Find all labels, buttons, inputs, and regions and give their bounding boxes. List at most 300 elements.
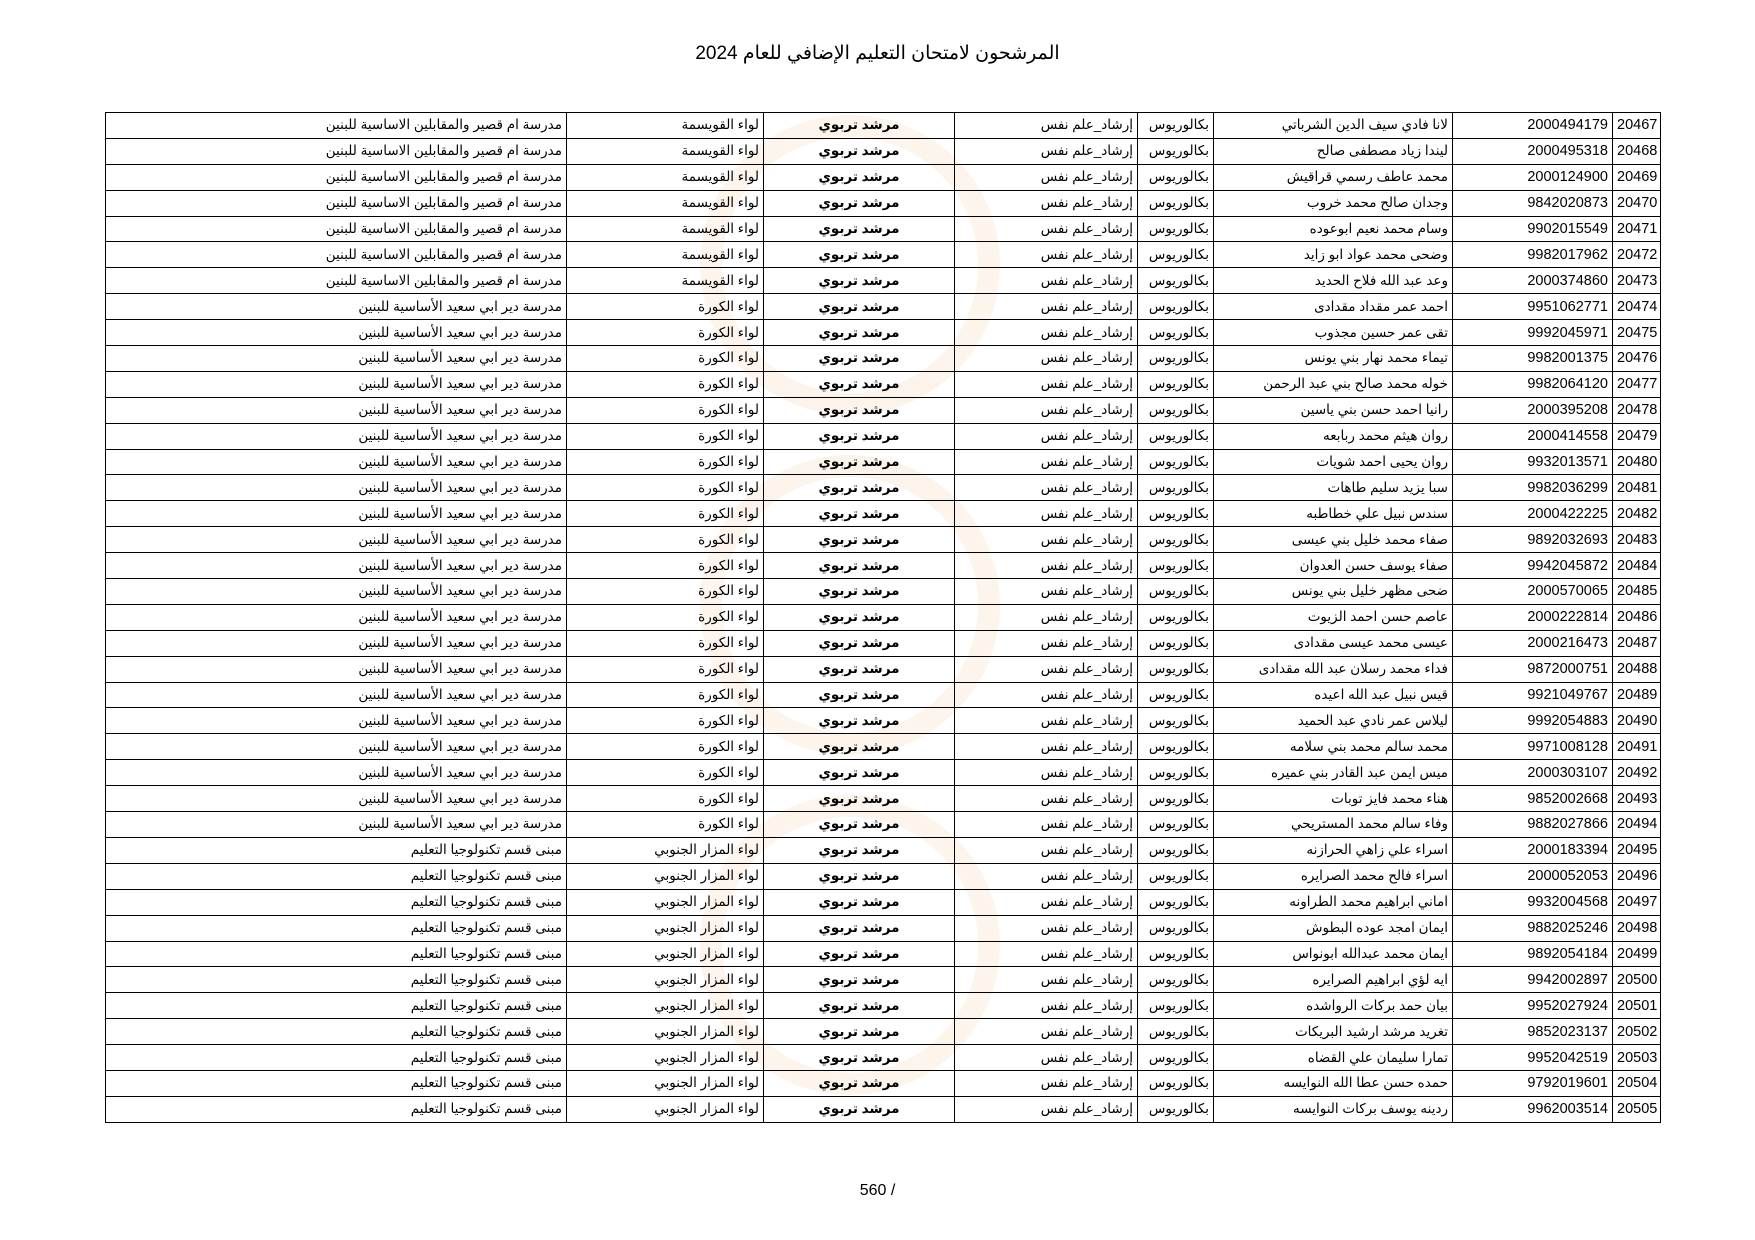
national-number-cell: 9882027866 bbox=[1453, 812, 1613, 838]
national-number-cell: 9852023137 bbox=[1453, 1019, 1613, 1045]
job-title-cell: مرشد تربوي bbox=[764, 915, 955, 941]
degree-cell: بكالوريوس bbox=[1138, 630, 1214, 656]
table-row bbox=[106, 682, 1661, 708]
degree-cell: بكالوريوس bbox=[1138, 216, 1214, 242]
national-number-cell: 2000183394 bbox=[1453, 837, 1613, 863]
job-title-cell: مرشد تربوي bbox=[764, 1070, 955, 1096]
candidate-name-cell: سبا يزيد سليم طاهات bbox=[1214, 475, 1453, 501]
degree-cell: بكالوريوس bbox=[1138, 579, 1214, 605]
table-row bbox=[106, 630, 1661, 656]
exam-center-cell: مدرسة دير ابي سعيد الأساسية للبنين bbox=[106, 708, 567, 734]
district-cell: لواء الكورة bbox=[567, 656, 764, 682]
table-row bbox=[106, 1019, 1661, 1045]
candidates-table bbox=[105, 112, 1661, 1123]
district-cell: لواء القويسمة bbox=[567, 113, 764, 139]
job-title-cell: مرشد تربوي bbox=[764, 320, 955, 346]
degree-cell: بكالوريوس bbox=[1138, 527, 1214, 553]
table-row bbox=[106, 164, 1661, 190]
seat-number-cell: 20489 bbox=[1613, 682, 1661, 708]
candidate-name-cell: ردينه يوسف بركات النوايسه bbox=[1214, 1096, 1453, 1122]
candidate-name-cell: حمده حسن عطا الله النوايسه bbox=[1214, 1070, 1453, 1096]
seat-number-cell: 20492 bbox=[1613, 760, 1661, 786]
district-cell: لواء المزار الجنوبي bbox=[567, 915, 764, 941]
seat-number-cell: 20472 bbox=[1613, 242, 1661, 268]
district-cell: لواء القويسمة bbox=[567, 242, 764, 268]
exam-center-cell: مدرسة دير ابي سعيد الأساسية للبنين bbox=[106, 604, 567, 630]
seat-number-cell: 20494 bbox=[1613, 812, 1661, 838]
seat-number-cell: 20504 bbox=[1613, 1070, 1661, 1096]
national-number-cell: 9942002897 bbox=[1453, 967, 1613, 993]
job-title-cell: مرشد تربوي bbox=[764, 734, 955, 760]
national-number-cell: 9992054883 bbox=[1453, 708, 1613, 734]
seat-number-cell: 20496 bbox=[1613, 863, 1661, 889]
exam-center-cell: مبنى قسم تكنولوجيا التعليم bbox=[106, 1070, 567, 1096]
seat-number-cell: 20495 bbox=[1613, 837, 1661, 863]
table-row bbox=[106, 138, 1661, 164]
major-cell: إرشاد_علم نفس bbox=[955, 346, 1138, 372]
exam-center-cell: مدرسة دير ابي سعيد الأساسية للبنين bbox=[106, 449, 567, 475]
degree-cell: بكالوريوس bbox=[1138, 1096, 1214, 1122]
national-number-cell: 9982001375 bbox=[1453, 346, 1613, 372]
seat-number-cell: 20471 bbox=[1613, 216, 1661, 242]
major-cell: إرشاد_علم نفس bbox=[955, 242, 1138, 268]
exam-center-cell: مبنى قسم تكنولوجيا التعليم bbox=[106, 863, 567, 889]
page-title: المرشحون لامتحان التعليم الإضافي للعام 2024 bbox=[695, 43, 1060, 64]
district-cell: لواء المزار الجنوبي bbox=[567, 889, 764, 915]
national-number-cell: 2000422225 bbox=[1453, 501, 1613, 527]
candidate-name-cell: صفاء يوسف حسن العدوان bbox=[1214, 553, 1453, 579]
major-cell: إرشاد_علم نفس bbox=[955, 682, 1138, 708]
job-title-cell: مرشد تربوي bbox=[764, 889, 955, 915]
table-row bbox=[106, 216, 1661, 242]
district-cell: لواء المزار الجنوبي bbox=[567, 1096, 764, 1122]
exam-center-cell: مبنى قسم تكنولوجيا التعليم bbox=[106, 993, 567, 1019]
seat-number-cell: 20505 bbox=[1613, 1096, 1661, 1122]
job-title-cell: مرشد تربوي bbox=[764, 630, 955, 656]
candidate-name-cell: احمد عمر مقداد مقدادى bbox=[1214, 294, 1453, 320]
table-row bbox=[106, 967, 1661, 993]
major-cell: إرشاد_علم نفس bbox=[955, 320, 1138, 346]
job-title-cell: مرشد تربوي bbox=[764, 190, 955, 216]
job-title-cell: مرشد تربوي bbox=[764, 268, 955, 294]
national-number-cell: 2000222814 bbox=[1453, 604, 1613, 630]
exam-center-cell: مبنى قسم تكنولوجيا التعليم bbox=[106, 915, 567, 941]
major-cell: إرشاد_علم نفس bbox=[955, 812, 1138, 838]
exam-center-cell: مدرسة ام قصير والمقابلين الاساسية للبنين bbox=[106, 138, 567, 164]
candidate-name-cell: روان هيثم محمد ربابعه bbox=[1214, 423, 1453, 449]
major-cell: إرشاد_علم نفس bbox=[955, 294, 1138, 320]
exam-center-cell: مدرسة دير ابي سعيد الأساسية للبنين bbox=[106, 320, 567, 346]
district-cell: لواء المزار الجنوبي bbox=[567, 941, 764, 967]
seat-number-cell: 20474 bbox=[1613, 294, 1661, 320]
degree-cell: بكالوريوس bbox=[1138, 682, 1214, 708]
national-number-cell: 2000124900 bbox=[1453, 164, 1613, 190]
degree-cell: بكالوريوس bbox=[1138, 268, 1214, 294]
job-title-cell: مرشد تربوي bbox=[764, 449, 955, 475]
major-cell: إرشاد_علم نفس bbox=[955, 889, 1138, 915]
major-cell: إرشاد_علم نفس bbox=[955, 216, 1138, 242]
major-cell: إرشاد_علم نفس bbox=[955, 786, 1138, 812]
table-row bbox=[106, 475, 1661, 501]
exam-center-cell: مدرسة دير ابي سعيد الأساسية للبنين bbox=[106, 812, 567, 838]
exam-center-cell: مدرسة ام قصير والمقابلين الاساسية للبنين bbox=[106, 164, 567, 190]
exam-center-cell: مبنى قسم تكنولوجيا التعليم bbox=[106, 967, 567, 993]
job-title-cell: مرشد تربوي bbox=[764, 656, 955, 682]
page-number: 560 / bbox=[859, 1182, 896, 1199]
major-cell: إرشاد_علم نفس bbox=[955, 656, 1138, 682]
candidate-name-cell: وسام محمد نعيم ابوعوده bbox=[1214, 216, 1453, 242]
degree-cell: بكالوريوس bbox=[1138, 294, 1214, 320]
seat-number-cell: 20493 bbox=[1613, 786, 1661, 812]
job-title-cell: مرشد تربوي bbox=[764, 294, 955, 320]
degree-cell: بكالوريوس bbox=[1138, 346, 1214, 372]
degree-cell: بكالوريوس bbox=[1138, 863, 1214, 889]
district-cell: لواء الكورة bbox=[567, 320, 764, 346]
degree-cell: بكالوريوس bbox=[1138, 1070, 1214, 1096]
major-cell: إرشاد_علم نفس bbox=[955, 371, 1138, 397]
table-row bbox=[106, 294, 1661, 320]
major-cell: إرشاد_علم نفس bbox=[955, 1045, 1138, 1071]
candidate-name-cell: وضحى محمد عواد ابو زايد bbox=[1214, 242, 1453, 268]
major-cell: إرشاد_علم نفس bbox=[955, 993, 1138, 1019]
seat-number-cell: 20482 bbox=[1613, 501, 1661, 527]
table-row bbox=[106, 423, 1661, 449]
seat-number-cell: 20499 bbox=[1613, 941, 1661, 967]
national-number-cell: 9942045872 bbox=[1453, 553, 1613, 579]
district-cell: لواء المزار الجنوبي bbox=[567, 993, 764, 1019]
exam-center-cell: مدرسة دير ابي سعيد الأساسية للبنين bbox=[106, 423, 567, 449]
table-row bbox=[106, 553, 1661, 579]
district-cell: لواء المزار الجنوبي bbox=[567, 837, 764, 863]
exam-center-cell: مدرسة دير ابي سعيد الأساسية للبنين bbox=[106, 553, 567, 579]
national-number-cell: 2000052053 bbox=[1453, 863, 1613, 889]
exam-center-cell: مدرسة دير ابي سعيد الأساسية للبنين bbox=[106, 397, 567, 423]
exam-center-cell: مدرسة ام قصير والمقابلين الاساسية للبنين bbox=[106, 216, 567, 242]
major-cell: إرشاد_علم نفس bbox=[955, 604, 1138, 630]
exam-center-cell: مدرسة دير ابي سعيد الأساسية للبنين bbox=[106, 371, 567, 397]
seat-number-cell: 20498 bbox=[1613, 915, 1661, 941]
candidate-name-cell: صفاء محمد خليل بني عيسى bbox=[1214, 527, 1453, 553]
candidate-name-cell: سندس نبيل علي خطاطبه bbox=[1214, 501, 1453, 527]
candidate-name-cell: تمارا سليمان علي القضاه bbox=[1214, 1045, 1453, 1071]
table-row bbox=[106, 1096, 1661, 1122]
table-row bbox=[106, 656, 1661, 682]
major-cell: إرشاد_علم نفس bbox=[955, 423, 1138, 449]
table-row bbox=[106, 397, 1661, 423]
seat-number-cell: 20501 bbox=[1613, 993, 1661, 1019]
exam-center-cell: مدرسة دير ابي سعيد الأساسية للبنين bbox=[106, 630, 567, 656]
candidate-name-cell: وجدان صالح محمد خروب bbox=[1214, 190, 1453, 216]
job-title-cell: مرشد تربوي bbox=[764, 682, 955, 708]
table-row bbox=[106, 346, 1661, 372]
national-number-cell: 9992045971 bbox=[1453, 320, 1613, 346]
major-cell: إرشاد_علم نفس bbox=[955, 941, 1138, 967]
national-number-cell: 9982036299 bbox=[1453, 475, 1613, 501]
job-title-cell: مرشد تربوي bbox=[764, 708, 955, 734]
candidate-name-cell: وفاء سالم محمد المستريحي bbox=[1214, 812, 1453, 838]
district-cell: لواء المزار الجنوبي bbox=[567, 967, 764, 993]
major-cell: إرشاد_علم نفس bbox=[955, 1019, 1138, 1045]
degree-cell: بكالوريوس bbox=[1138, 708, 1214, 734]
major-cell: إرشاد_علم نفس bbox=[955, 967, 1138, 993]
national-number-cell: 9952042519 bbox=[1453, 1045, 1613, 1071]
candidate-name-cell: ليندا زياد مصطفى صالح bbox=[1214, 138, 1453, 164]
seat-number-cell: 20490 bbox=[1613, 708, 1661, 734]
major-cell: إرشاد_علم نفس bbox=[955, 915, 1138, 941]
district-cell: لواء الكورة bbox=[567, 501, 764, 527]
national-number-cell: 9892032693 bbox=[1453, 527, 1613, 553]
district-cell: لواء الكورة bbox=[567, 346, 764, 372]
candidate-name-cell: تقى عمر حسين مجذوب bbox=[1214, 320, 1453, 346]
degree-cell: بكالوريوس bbox=[1138, 915, 1214, 941]
job-title-cell: مرشد تربوي bbox=[764, 242, 955, 268]
district-cell: لواء الكورة bbox=[567, 630, 764, 656]
major-cell: إرشاد_علم نفس bbox=[955, 113, 1138, 139]
job-title-cell: مرشد تربوي bbox=[764, 164, 955, 190]
job-title-cell: مرشد تربوي bbox=[764, 760, 955, 786]
major-cell: إرشاد_علم نفس bbox=[955, 164, 1138, 190]
exam-center-cell: مدرسة دير ابي سعيد الأساسية للبنين bbox=[106, 734, 567, 760]
district-cell: لواء الكورة bbox=[567, 579, 764, 605]
job-title-cell: مرشد تربوي bbox=[764, 346, 955, 372]
seat-number-cell: 20481 bbox=[1613, 475, 1661, 501]
candidate-name-cell: ايمان امجد عوده البطوش bbox=[1214, 915, 1453, 941]
degree-cell: بكالوريوس bbox=[1138, 812, 1214, 838]
candidate-name-cell: اماني ابراهيم محمد الطراونه bbox=[1214, 889, 1453, 915]
district-cell: لواء القويسمة bbox=[567, 216, 764, 242]
degree-cell: بكالوريوس bbox=[1138, 1045, 1214, 1071]
seat-number-cell: 20502 bbox=[1613, 1019, 1661, 1045]
national-number-cell: 9982064120 bbox=[1453, 371, 1613, 397]
table-row bbox=[106, 915, 1661, 941]
major-cell: إرشاد_علم نفس bbox=[955, 760, 1138, 786]
candidate-name-cell: اسراء علي زاهي الحرازنه bbox=[1214, 837, 1453, 863]
degree-cell: بكالوريوس bbox=[1138, 190, 1214, 216]
seat-number-cell: 20479 bbox=[1613, 423, 1661, 449]
exam-center-cell: مبنى قسم تكنولوجيا التعليم bbox=[106, 1019, 567, 1045]
candidate-name-cell: محمد سالم محمد بني سلامه bbox=[1214, 734, 1453, 760]
seat-number-cell: 20476 bbox=[1613, 346, 1661, 372]
national-number-cell: 9872000751 bbox=[1453, 656, 1613, 682]
district-cell: لواء الكورة bbox=[567, 760, 764, 786]
job-title-cell: مرشد تربوي bbox=[764, 138, 955, 164]
job-title-cell: مرشد تربوي bbox=[764, 553, 955, 579]
candidate-name-cell: هناء محمد فايز توبات bbox=[1214, 786, 1453, 812]
seat-number-cell: 20485 bbox=[1613, 579, 1661, 605]
major-cell: إرشاد_علم نفس bbox=[955, 1070, 1138, 1096]
job-title-cell: مرشد تربوي bbox=[764, 371, 955, 397]
candidate-name-cell: قيس نبيل عبد الله اعيده bbox=[1214, 682, 1453, 708]
major-cell: إرشاد_علم نفس bbox=[955, 475, 1138, 501]
exam-center-cell: مدرسة دير ابي سعيد الأساسية للبنين bbox=[106, 294, 567, 320]
table-row bbox=[106, 604, 1661, 630]
major-cell: إرشاد_علم نفس bbox=[955, 268, 1138, 294]
seat-number-cell: 20491 bbox=[1613, 734, 1661, 760]
major-cell: إرشاد_علم نفس bbox=[955, 863, 1138, 889]
table-row bbox=[106, 320, 1661, 346]
national-number-cell: 9852002668 bbox=[1453, 786, 1613, 812]
degree-cell: بكالوريوس bbox=[1138, 397, 1214, 423]
seat-number-cell: 20487 bbox=[1613, 630, 1661, 656]
degree-cell: بكالوريوس bbox=[1138, 656, 1214, 682]
major-cell: إرشاد_علم نفس bbox=[955, 734, 1138, 760]
table-row bbox=[106, 812, 1661, 838]
national-number-cell: 9982017962 bbox=[1453, 242, 1613, 268]
seat-number-cell: 20500 bbox=[1613, 967, 1661, 993]
district-cell: لواء الكورة bbox=[567, 423, 764, 449]
district-cell: لواء الكورة bbox=[567, 786, 764, 812]
candidate-name-cell: تيماء محمد نهار بني يونس bbox=[1214, 346, 1453, 372]
seat-number-cell: 20483 bbox=[1613, 527, 1661, 553]
job-title-cell: مرشد تربوي bbox=[764, 1096, 955, 1122]
table-row bbox=[106, 941, 1661, 967]
candidate-name-cell: ايمان محمد عبدالله ابونواس bbox=[1214, 941, 1453, 967]
national-number-cell: 9792019601 bbox=[1453, 1070, 1613, 1096]
district-cell: لواء القويسمة bbox=[567, 268, 764, 294]
exam-center-cell: مبنى قسم تكنولوجيا التعليم bbox=[106, 889, 567, 915]
national-number-cell: 9971008128 bbox=[1453, 734, 1613, 760]
exam-center-cell: مدرسة دير ابي سعيد الأساسية للبنين bbox=[106, 579, 567, 605]
table-row bbox=[106, 889, 1661, 915]
candidate-name-cell: ميس ايمن عبد القادر بني عميره bbox=[1214, 760, 1453, 786]
job-title-cell: مرشد تربوي bbox=[764, 967, 955, 993]
seat-number-cell: 20488 bbox=[1613, 656, 1661, 682]
candidate-name-cell: روان يحيى احمد شويات bbox=[1214, 449, 1453, 475]
table-row bbox=[106, 760, 1661, 786]
job-title-cell: مرشد تربوي bbox=[764, 941, 955, 967]
table-row bbox=[106, 371, 1661, 397]
major-cell: إرشاد_علم نفس bbox=[955, 630, 1138, 656]
district-cell: لواء الكورة bbox=[567, 294, 764, 320]
job-title-cell: مرشد تربوي bbox=[764, 423, 955, 449]
table-row bbox=[106, 501, 1661, 527]
candidate-name-cell: تغريد مرشد ارشيد البريكات bbox=[1214, 1019, 1453, 1045]
district-cell: لواء الكورة bbox=[567, 604, 764, 630]
candidate-name-cell: ضحى مظهر خليل بني يونس bbox=[1214, 579, 1453, 605]
candidate-name-cell: خوله محمد صالح بني عبد الرحمن bbox=[1214, 371, 1453, 397]
seat-number-cell: 20467 bbox=[1613, 113, 1661, 139]
national-number-cell: 9902015549 bbox=[1453, 216, 1613, 242]
degree-cell: بكالوريوس bbox=[1138, 242, 1214, 268]
table-row bbox=[106, 579, 1661, 605]
degree-cell: بكالوريوس bbox=[1138, 138, 1214, 164]
degree-cell: بكالوريوس bbox=[1138, 475, 1214, 501]
candidate-name-cell: لانا فادي سيف الدين الشرباتي bbox=[1214, 113, 1453, 139]
table-row bbox=[106, 1045, 1661, 1071]
degree-cell: بكالوريوس bbox=[1138, 604, 1214, 630]
candidate-name-cell: فداء محمد رسلان عبد الله مقدادى bbox=[1214, 656, 1453, 682]
exam-center-cell: مدرسة دير ابي سعيد الأساسية للبنين bbox=[106, 786, 567, 812]
job-title-cell: مرشد تربوي bbox=[764, 475, 955, 501]
degree-cell: بكالوريوس bbox=[1138, 449, 1214, 475]
national-number-cell: 9921049767 bbox=[1453, 682, 1613, 708]
national-number-cell: 9962003514 bbox=[1453, 1096, 1613, 1122]
job-title-cell: مرشد تربوي bbox=[764, 527, 955, 553]
job-title-cell: مرشد تربوي bbox=[764, 216, 955, 242]
national-number-cell: 2000570065 bbox=[1453, 579, 1613, 605]
district-cell: لواء القويسمة bbox=[567, 190, 764, 216]
candidate-name-cell: ايه لؤي ابراهيم الصرايره bbox=[1214, 967, 1453, 993]
job-title-cell: مرشد تربوي bbox=[764, 786, 955, 812]
seat-number-cell: 20503 bbox=[1613, 1045, 1661, 1071]
district-cell: لواء الكورة bbox=[567, 449, 764, 475]
exam-center-cell: مبنى قسم تكنولوجيا التعليم bbox=[106, 941, 567, 967]
degree-cell: بكالوريوس bbox=[1138, 320, 1214, 346]
national-number-cell: 2000494179 bbox=[1453, 113, 1613, 139]
job-title-cell: مرشد تربوي bbox=[764, 993, 955, 1019]
major-cell: إرشاد_علم نفس bbox=[955, 837, 1138, 863]
degree-cell: بكالوريوس bbox=[1138, 786, 1214, 812]
district-cell: لواء الكورة bbox=[567, 812, 764, 838]
job-title-cell: مرشد تربوي bbox=[764, 579, 955, 605]
district-cell: لواء المزار الجنوبي bbox=[567, 863, 764, 889]
district-cell: لواء المزار الجنوبي bbox=[567, 1070, 764, 1096]
district-cell: لواء المزار الجنوبي bbox=[567, 1019, 764, 1045]
exam-center-cell: مبنى قسم تكنولوجيا التعليم bbox=[106, 1096, 567, 1122]
job-title-cell: مرشد تربوي bbox=[764, 501, 955, 527]
seat-number-cell: 20484 bbox=[1613, 553, 1661, 579]
degree-cell: بكالوريوس bbox=[1138, 113, 1214, 139]
table-row bbox=[106, 734, 1661, 760]
major-cell: إرشاد_علم نفس bbox=[955, 708, 1138, 734]
major-cell: إرشاد_علم نفس bbox=[955, 501, 1138, 527]
degree-cell: بكالوريوس bbox=[1138, 993, 1214, 1019]
exam-center-cell: مدرسة دير ابي سعيد الأساسية للبنين bbox=[106, 475, 567, 501]
national-number-cell: 9892054184 bbox=[1453, 941, 1613, 967]
seat-number-cell: 20469 bbox=[1613, 164, 1661, 190]
table-row bbox=[106, 268, 1661, 294]
degree-cell: بكالوريوس bbox=[1138, 1019, 1214, 1045]
district-cell: لواء القويسمة bbox=[567, 138, 764, 164]
district-cell: لواء الكورة bbox=[567, 371, 764, 397]
degree-cell: بكالوريوس bbox=[1138, 501, 1214, 527]
major-cell: إرشاد_علم نفس bbox=[955, 1096, 1138, 1122]
national-number-cell: 2000216473 bbox=[1453, 630, 1613, 656]
national-number-cell: 2000395208 bbox=[1453, 397, 1613, 423]
district-cell: لواء الكورة bbox=[567, 734, 764, 760]
degree-cell: بكالوريوس bbox=[1138, 734, 1214, 760]
job-title-cell: مرشد تربوي bbox=[764, 1019, 955, 1045]
table-row bbox=[106, 863, 1661, 889]
candidate-name-cell: بيان حمد بركات الرواشده bbox=[1214, 993, 1453, 1019]
district-cell: لواء الكورة bbox=[567, 527, 764, 553]
seat-number-cell: 20480 bbox=[1613, 449, 1661, 475]
seat-number-cell: 20470 bbox=[1613, 190, 1661, 216]
table-row bbox=[106, 190, 1661, 216]
district-cell: لواء الكورة bbox=[567, 708, 764, 734]
exam-center-cell: مبنى قسم تكنولوجيا التعليم bbox=[106, 1045, 567, 1071]
job-title-cell: مرشد تربوي bbox=[764, 113, 955, 139]
district-cell: لواء الكورة bbox=[567, 682, 764, 708]
seat-number-cell: 20486 bbox=[1613, 604, 1661, 630]
exam-center-cell: مدرسة ام قصير والمقابلين الاساسية للبنين bbox=[106, 242, 567, 268]
degree-cell: بكالوريوس bbox=[1138, 553, 1214, 579]
degree-cell: بكالوريوس bbox=[1138, 423, 1214, 449]
exam-center-cell: مدرسة ام قصير والمقابلين الاساسية للبنين bbox=[106, 113, 567, 139]
major-cell: إرشاد_علم نفس bbox=[955, 553, 1138, 579]
candidate-name-cell: عيسى محمد عيسى مقدادى bbox=[1214, 630, 1453, 656]
major-cell: إرشاد_علم نفس bbox=[955, 527, 1138, 553]
seat-number-cell: 20497 bbox=[1613, 889, 1661, 915]
national-number-cell: 9932013571 bbox=[1453, 449, 1613, 475]
degree-cell: بكالوريوس bbox=[1138, 967, 1214, 993]
exam-center-cell: مدرسة دير ابي سعيد الأساسية للبنين bbox=[106, 346, 567, 372]
degree-cell: بكالوريوس bbox=[1138, 760, 1214, 786]
table-row bbox=[106, 113, 1661, 139]
candidate-name-cell: اسراء فالح محمد الصرايره bbox=[1214, 863, 1453, 889]
job-title-cell: مرشد تربوي bbox=[764, 604, 955, 630]
exam-center-cell: مدرسة ام قصير والمقابلين الاساسية للبنين bbox=[106, 190, 567, 216]
